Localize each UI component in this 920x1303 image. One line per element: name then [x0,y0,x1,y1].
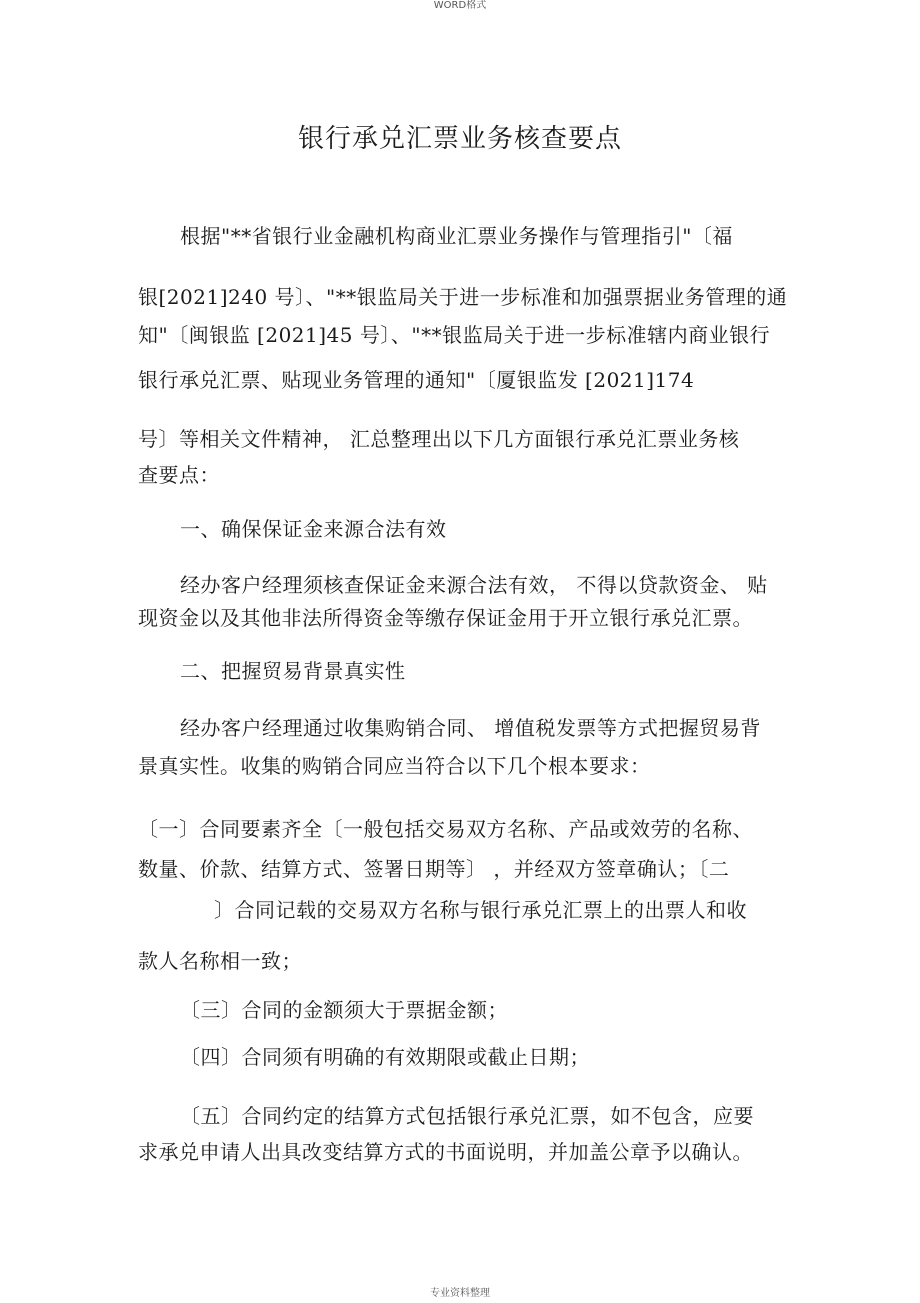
document-title: 银行承兑汇票业务核查要点 [297,124,622,154]
intro-line: 根据"**省银行业金融机构商业汇票业务操作与管理指引"〔福 [180,224,733,248]
intro-line: 查要点： [138,463,220,487]
requirement-line: 〕合同记载的交易双方名称与银行承兑汇票上的出票人和收 [214,898,747,922]
requirement-line: 〔四〕合同须有明确的有效期限或截止日期； [180,1045,590,1069]
requirement-line: 〔五〕合同约定的结算方式包括银行承兑汇票，如不包含，应要 [180,1104,754,1128]
intro-line: 银行承兑汇票、贴现业务管理的通知"〔厦银监发 [2021]174 [138,368,695,392]
section-heading-2: 二、把握贸易背景真实性 [180,659,406,683]
requirement-line: 〔三〕合同的金额须大于票据金额； [180,998,508,1022]
section2-body-line: 景真实性。收集的购销合同应当符合以下几个根本要求： [138,754,651,778]
intro-line: 知"〔闽银监 [2021]45 号〕、"**银监局关于进一步标准辖内商业银行 [138,323,771,347]
requirement-line: 〔一〕合同要素齐全〔一般包括交易双方名称、产品或效劳的名称、 [138,817,753,841]
requirement-line: 数量、价款、结算方式、签署日期等〕 ，并经双方签章确认；〔二 [138,857,730,881]
page-header-note: WORD格式 [433,0,487,11]
page-footer-note: 专业资料整理 [430,1288,490,1299]
intro-line: 银[2021]240 号〕、"**银监局关于进一步标准和加强票据业务管理的通 [138,285,788,309]
intro-line: 号〕等相关文件精神， 汇总整理出以下几方面银行承兑汇票业务核 [138,427,740,451]
section1-body-line: 经办客户经理须核查保证金来源合法有效， 不得以贷款资金、 贴 [180,573,768,597]
requirement-line: 款人名称相一致； [138,949,302,973]
section-heading-1: 一、确保保证金来源合法有效 [180,517,447,541]
requirement-line: 求承兑申请人出具改变结算方式的书面说明，并加盖公章予以确认。 [138,1140,753,1164]
section1-body-line: 现资金以及其他非法所得资金等缴存保证金用于开立银行承兑汇票。 [138,606,753,630]
section2-body-line: 经办客户经理通过收集购销合同、 增值税发票等方式把握贸易背 [180,716,761,740]
